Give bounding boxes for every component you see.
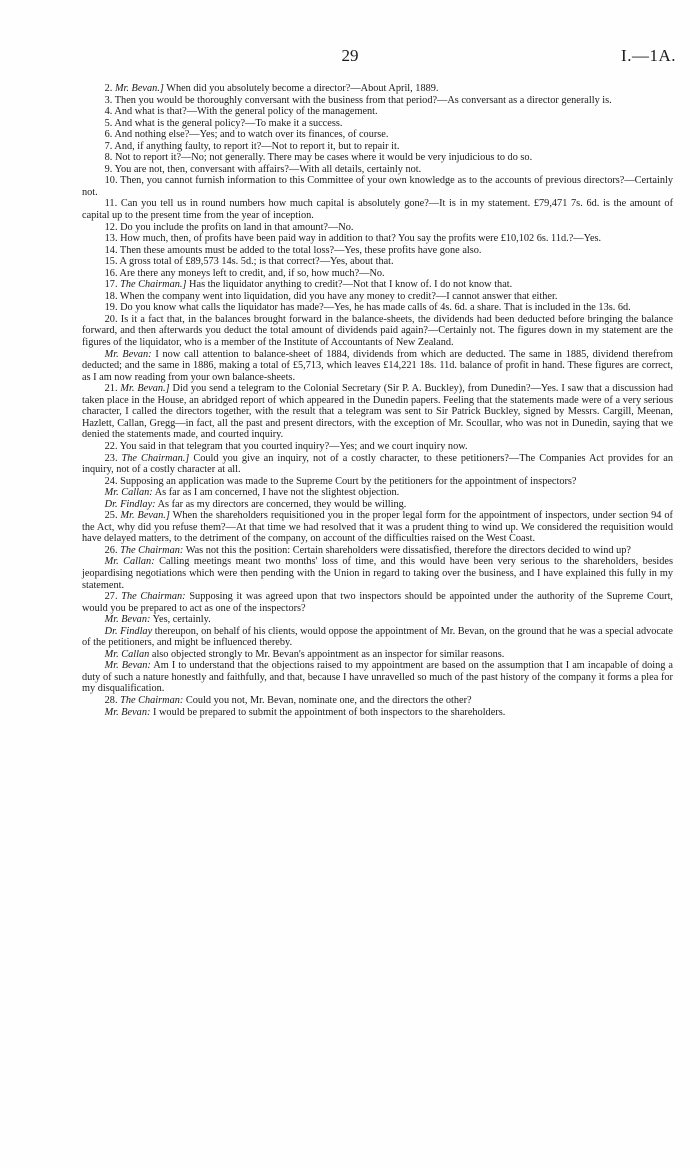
paragraph: 18. When the company went into liquidation, did you have any money to credit?—I cannot answer that either. xyxy=(104,290,558,302)
paragraph: 8. Not to report it?—No; not generally. There may be cases where it would be very injudicious to do so. xyxy=(104,152,533,164)
paragraph-text: Am I to understand that the objections raised to my appointment are based on the assumption that I am incapable of doing a duty of such a nature honestly and faithfully, and that, because I have unravelled so much of the past history of the company it forms a plea for my disqualification. xyxy=(82,660,674,695)
speaker-name: Mr. Bevan: xyxy=(104,614,151,626)
paragraph-text: Could you not, Mr. Bevan, nominate one, and the directors the other? xyxy=(183,694,472,706)
paragraph: 13. How much, then, of profits have been paid way in addition to that? You say the profits were £10,102 6s. 11d.?—Yes. xyxy=(104,233,602,245)
paragraph xyxy=(82,614,673,626)
paragraph-text: As far as my directors are concerned, they would be willing. xyxy=(155,498,407,510)
paragraph: 9. You are not, then, conversant with affairs?—With all details, certainly not. xyxy=(104,163,422,175)
paragraph xyxy=(82,707,673,719)
speaker-name: Dr. Findlay: xyxy=(104,498,156,510)
paragraph-text: Has the liquidator anything to credit?—Not that I know of. I do not know that. xyxy=(186,279,513,291)
paragraph-text: Calling meetings meant two months' loss of time, and this would have been very serious to the shareholders, besides jeopardising negotiations which were then pending with the Union in regard to taking over the business, and I have explained this fully in my statement. xyxy=(82,556,673,591)
paragraph: 12. Do you include the profits on land in that amount?—No. xyxy=(104,221,354,233)
paragraph-text: Supposing it was agreed upon that two inspectors should be appointed under the authority of the Supreme Court, would you be prepared to act as one of the inspectors? xyxy=(82,591,674,614)
paragraph: 3. Then you would be thoroughly conversant with the business from that period?—As conversant as a director generally is. xyxy=(104,94,612,106)
speaker-name: Mr. Bevan: xyxy=(104,706,151,718)
paragraph xyxy=(82,556,673,591)
paragraph xyxy=(82,626,673,649)
paragraph: 19. Do you know what calls the liquidator has made?—Yes, he has made calls of 4s. 6d. a share. That is included in the 13s. 6d. xyxy=(104,302,631,314)
paragraph: 6. And nothing else?—Yes; and to watch over its finances, of course. xyxy=(104,129,389,141)
paragraph: 16. Are there any moneys left to credit, and, if so, how much?—No. xyxy=(104,267,385,279)
question-number: 25. xyxy=(104,510,121,522)
paragraph-text: I would be prepared to submit the appointment of both inspectors to the shareholders. xyxy=(150,706,506,718)
speaker-name: The Chairman.] xyxy=(121,452,190,464)
speaker-name: The Chairman.] xyxy=(120,279,187,291)
page-header xyxy=(0,46,700,70)
paragraph: 11. Can you tell us in round numbers how much capital is absolutely gone?—It is in my statement. £79,471 7s. 6d. is the amount of capital up to the present time from the year of inception. xyxy=(82,198,673,222)
paragraph-text: also objected strongly to Mr. Bevan's appointment as an inspector for similar reasons. xyxy=(149,648,505,660)
speaker-name: Mr. Callan: xyxy=(104,556,155,568)
speaker-name: Mr. Callan xyxy=(104,648,150,660)
paragraph: 15. A gross total of £89,573 14s. 5d.; is that correct?—Yes, about that. xyxy=(104,256,394,268)
evidence-text xyxy=(82,83,673,718)
paragraph xyxy=(82,695,673,707)
paragraph-text: When did you absolutely become a director?—About April, 1889. xyxy=(163,83,439,94)
paragraph xyxy=(82,649,673,661)
paragraph: 14. Then these amounts must be added to the total loss?—Yes, these profits have gone also. xyxy=(104,244,482,256)
paragraph xyxy=(82,383,673,441)
page-number: 29 xyxy=(341,46,359,65)
paragraph xyxy=(82,545,673,557)
speaker-name: Dr. Findlay xyxy=(104,625,153,637)
speaker-name: Mr. Bevan.] xyxy=(120,383,170,395)
paragraph xyxy=(82,453,673,476)
paragraph xyxy=(82,487,673,499)
question-number: 2. xyxy=(104,83,115,94)
question-number: 21. xyxy=(104,383,121,395)
document-reference: I.—1A. xyxy=(621,46,676,65)
paragraph-text: As far as I am concerned, I have not the slightest objection. xyxy=(152,487,400,499)
paragraph xyxy=(82,591,673,614)
paragraph xyxy=(82,510,673,545)
paragraph: 10. Then, you cannot furnish information to this Committee of your own knowledge as to the accounts of previous directors?—Certainly not. xyxy=(82,175,673,198)
question-number: 28. xyxy=(104,694,121,706)
speaker-name: Mr. Bevan.] xyxy=(120,510,170,522)
paragraph-text: I now call attention to balance-sheet of 1884, dividends from which are deducted. The same in 1885, dividend therefrom deducted; and the same in 1886, making a total of £5,713, which leaves £14,221 18s. 11d. balance of profit in hand. These figures are correct, as I am now reading from your own balance-sheets. xyxy=(82,348,674,383)
speaker-name: Mr. Callan: xyxy=(104,487,153,499)
paragraph: 7. And, if anything faulty, to report it?—Not to report it, but to repair it. xyxy=(104,140,400,152)
speaker-name: The Chairman: xyxy=(120,544,184,556)
question-number: 23. xyxy=(104,452,122,464)
paragraph-text: Yes, certainly. xyxy=(150,614,211,626)
paragraph: 24. Supposing an application was made to the Supreme Court by the petitioners for the appointment of inspectors? xyxy=(104,475,577,487)
paragraph: 20. Is it a fact that, in the balances brought forward in the balance-sheets, the dividends had been deducted before bringing the balance forward, and then afterwards you deduct the total amount of dividends paid again?—Certainly not. The figures down in my statement are the figures of the liquidator, who is a member of the Institute of Accountants of New Zealand. xyxy=(82,313,673,349)
speaker-name: Mr. Bevan: xyxy=(104,660,151,672)
paragraph-text: Did you send a telegram to the Colonial Secretary (Sir P. A. Buckley), from Dunedin?—Yes. I saw that a discussion had taken place in the House, an abridged report of which appeared in the Dunedin papers. Feeling that the statements made were of a very serious character, I called the directors together, with the result that a telegram was sent to Sir Patrick Buckley, signed by Messrs. Cargill, Meenan, Hazlett, Callan, Gregg—in fact, all the past and present directors, with the exception of Mr. Scoullar, who was not in Dunedin, saying that we denied the statements made, and courted inquiry. xyxy=(82,383,673,441)
paragraph xyxy=(82,660,673,695)
paragraph-text: Could you give an inquiry, not of a costly character, to these petitioners?—The Companies Act provides for an inquiry, not of a costly character at all. xyxy=(82,452,674,476)
paragraph xyxy=(82,349,673,384)
paragraph xyxy=(82,83,673,95)
paragraph xyxy=(82,279,673,291)
speaker-name: The Chairman: xyxy=(121,591,186,603)
paragraph: 4. And what is that?—With the general policy of the management. xyxy=(104,106,378,118)
paragraph: 22. You said in that telegram that you courted inquiry?—Yes; and we court inquiry now. xyxy=(104,440,468,452)
question-number: 17. xyxy=(104,279,121,291)
paragraph-text: When the shareholders requisitioned you in the proper legal form for the appointment of inspectors, under section 94 of the Act, why did you refuse them?—At that time we had resolved that it was a prudent thing to wind up. We considered the requisition would have delayed matters, to the detriment of the company, on account of the difficulties raised on the West Coast. xyxy=(82,510,673,545)
paragraph-text: Was not this the position: Certain shareholders were dissatisfied, therefore the directors decided to wind up? xyxy=(183,544,631,556)
speaker-name: Mr. Bevan.] xyxy=(114,83,164,94)
question-number: 27. xyxy=(104,591,122,603)
paragraph xyxy=(82,499,673,511)
question-number: 26. xyxy=(104,544,121,556)
speaker-name: Mr. Bevan: xyxy=(104,348,152,360)
speaker-name: The Chairman: xyxy=(120,694,184,706)
paragraph: 5. And what is the general policy?—To make it a success. xyxy=(104,117,343,129)
paragraph-text: thereupon, on behalf of his clients, would oppose the appointment of Mr. Bevan, on the ground that he was a special advocate of the petitioners, and might be influenced thereby. xyxy=(82,625,673,649)
